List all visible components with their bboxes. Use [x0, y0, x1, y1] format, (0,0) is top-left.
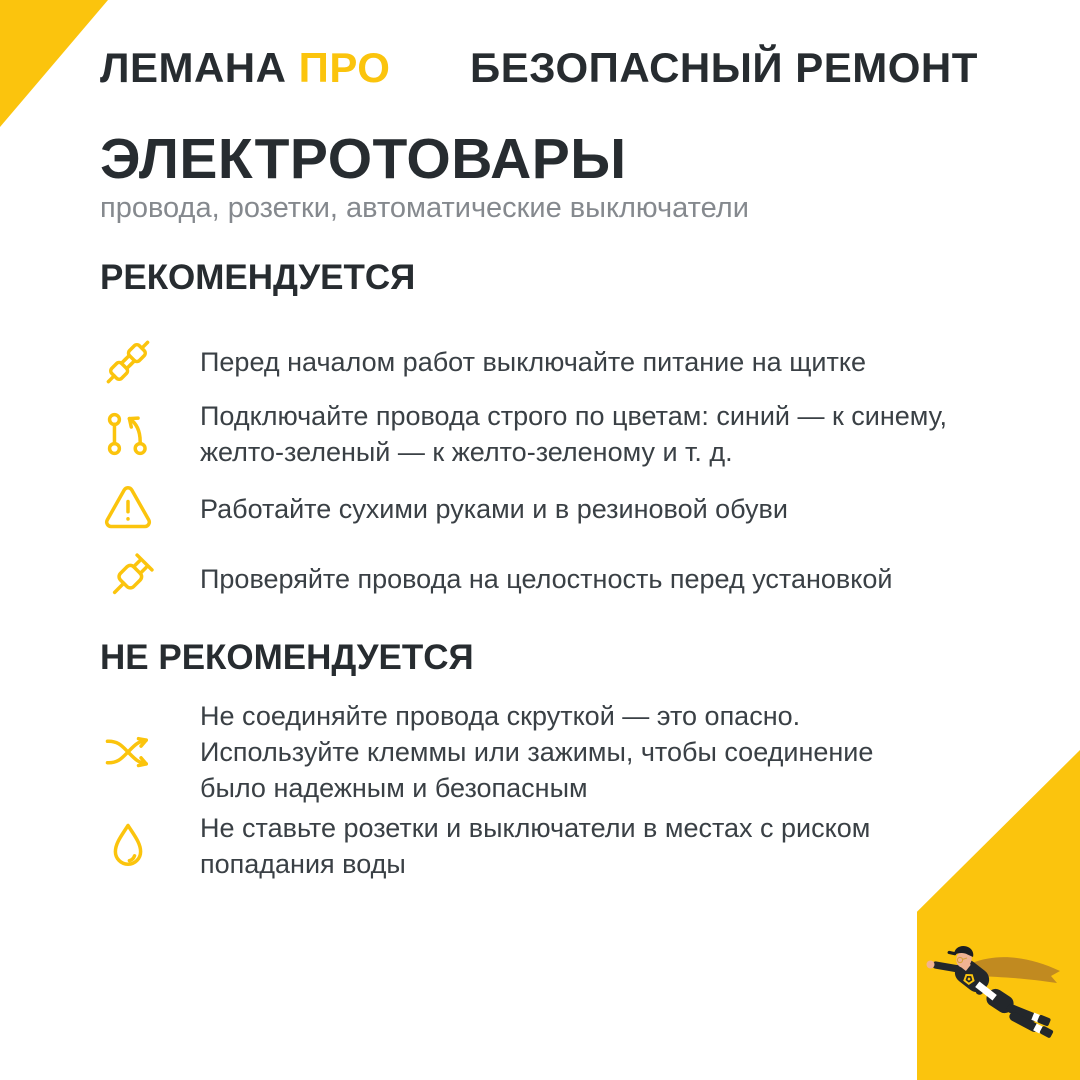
- list-item: [100, 551, 892, 607]
- item-text: Подключайте провода строго по цветам: синий — к синему, желто-зеленый — к желто-зеленому и т. д.: [200, 401, 947, 467]
- hero-illustration: [920, 933, 1065, 1050]
- plug-icon: [100, 551, 156, 607]
- list-item: [100, 481, 788, 537]
- section-heading-recommended: РЕКОМЕНДУЕТСЯ: [100, 258, 416, 297]
- item-text: Не соединяйте провода скруткой — это опасно. Используйте клеммы или зажимы, чтобы соединение было надежным и безопасным: [200, 701, 874, 803]
- corner-triangle-decoration: [0, 0, 108, 127]
- item-text: Перед началом работ выключайте питание на щитке: [200, 347, 866, 377]
- page-subtitle: провода, розетки, автоматические выключатели: [100, 192, 749, 224]
- item-text: Не ставьте розетки и выключатели в местах с риском попадания воды: [200, 813, 871, 879]
- header-title: БЕЗОПАСНЫЙ РЕМОНТ: [470, 44, 978, 91]
- item-text: Работайте сухими руками и в резиновой обуви: [200, 494, 788, 524]
- section-heading-not-recommended: НЕ РЕКОМЕНДУЕТСЯ: [100, 638, 474, 677]
- list-item: [100, 334, 866, 390]
- item-text: Проверяйте провода на целостность перед установкой: [200, 564, 893, 594]
- brand-logo: [100, 44, 390, 92]
- brand-logo-accent: ПРО: [298, 44, 391, 91]
- list-item: [100, 698, 945, 806]
- wire-connectors-icon: [100, 406, 156, 462]
- twisted-wires-icon: [100, 724, 156, 780]
- disconnected-plug-icon: [100, 334, 156, 390]
- list-item: [100, 810, 900, 882]
- list-item: [100, 398, 975, 470]
- page-title: ЭЛЕКТРОТОВАРЫ: [100, 127, 627, 191]
- water-drop-icon: [100, 818, 156, 874]
- warning-triangle-icon: [100, 481, 156, 537]
- brand-logo-primary: ЛЕМАНА: [100, 44, 287, 91]
